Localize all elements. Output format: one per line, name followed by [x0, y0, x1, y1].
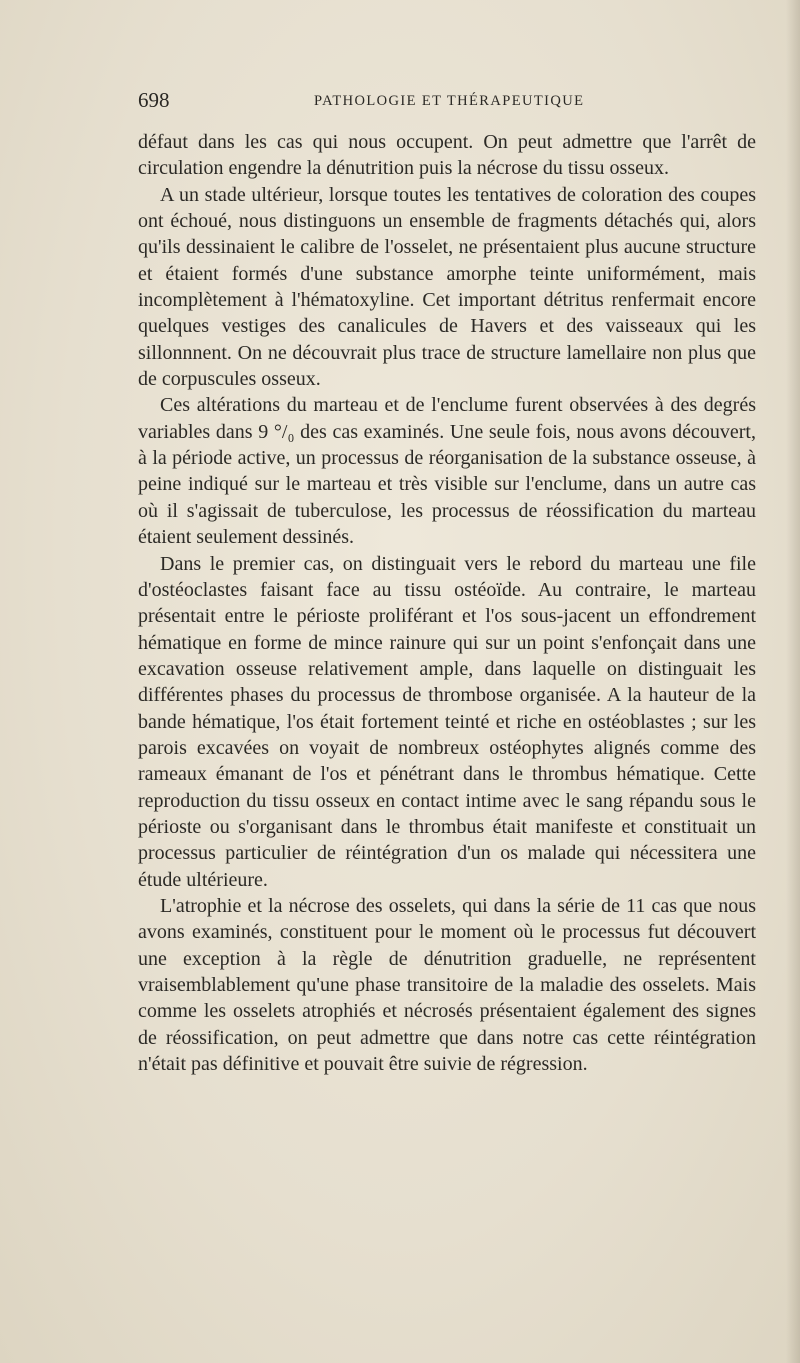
page-header — [138, 86, 758, 116]
paragraph: Dans le premier cas, on distinguait vers le rebord du marteau une file d'ostéoclastes faisant face au tissu ostéoïde. Au contraire, le marteau présentait entre le périoste proliférant et l'os sous-jacent un effondrement hématique en forme de mince rainure qui sur un point s'enfonçait dans une excavation osseuse relativement ample, dans laquelle on distinguait les différentes phases du processus de thrombose organisée. A la hauteur de la bande hématique, l'os était fortement teinté et riche en ostéoblastes ; sur les parois excavées on voyait de nombreux ostéophytes alignés comme des rameaux émanant de l'os et pénétrant dans le thrombus hématique. Cette reproduction du tissu osseux en contact intime avec le sang répandu sous le périoste ou s'organisant dans le thrombus était manifeste et constituait un processus particulier de réintégration d'un os malade qui nécessitera une étude ultérieure. — [138, 552, 756, 891]
paragraph: Ces altérations du marteau et de l'enclume furent observées à des degrés variables dans 9 °/₀ des cas examinés. Une seule fois, nous avons découvert, à la période active, un processus de réorganisation de la substance osseuse, à peine indiqué sur le marteau et très visible sur l'enclume, dans un autre cas où il s'agissait de tuberculose, les processus de réossification du marteau étaient seulement dessinés. — [138, 394, 756, 549]
body-text — [138, 129, 756, 1077]
page-edge-shadow — [786, 0, 800, 1363]
paragraph: A un stade ultérieur, lorsque toutes les tentatives de coloration des coupes ont échoué, nous distinguons un ensemble de fragments détachés qui, alors qu'ils dessinaient le calibre de l'osselet, ne présentaient plus aucune structure et étaient formés d'une substance amorphe teinte uniformément, mais incomplètement à l'hématoxyline. Cet important détritus renfermait encore quelques vestiges des canalicules de Havers et des vaisseaux qui les sillonnnent. On ne découvrait plus trace de structure lamellaire non plus que de corpuscules osseux. — [138, 183, 756, 391]
running-title: PATHOLOGIE ET THÉRAPEUTIQUE — [314, 93, 585, 109]
paragraph-continuation: défaut dans les cas qui nous occupent. On peut admettre que l'arrêt de circulation engendre la dénutrition puis la nécrose du tissu osseux. — [138, 131, 756, 180]
paragraph: L'atrophie et la nécrose des osselets, qui dans la série de 11 cas que nous avons examinés, constituent pour le moment où le processus fut découvert une exception à la règle de dénutrition graduelle, ne représentent vraisemblablement qu'une phase transitoire de la maladie des osselets. Mais comme les osselets atrophiés et nécrosés présentaient également des signes de réossification, on peut admettre que dans notre cas cette réintégration n'était pas définitive et pouvait être suivie de régression. — [138, 894, 756, 1076]
page-number: 698 — [138, 88, 170, 112]
